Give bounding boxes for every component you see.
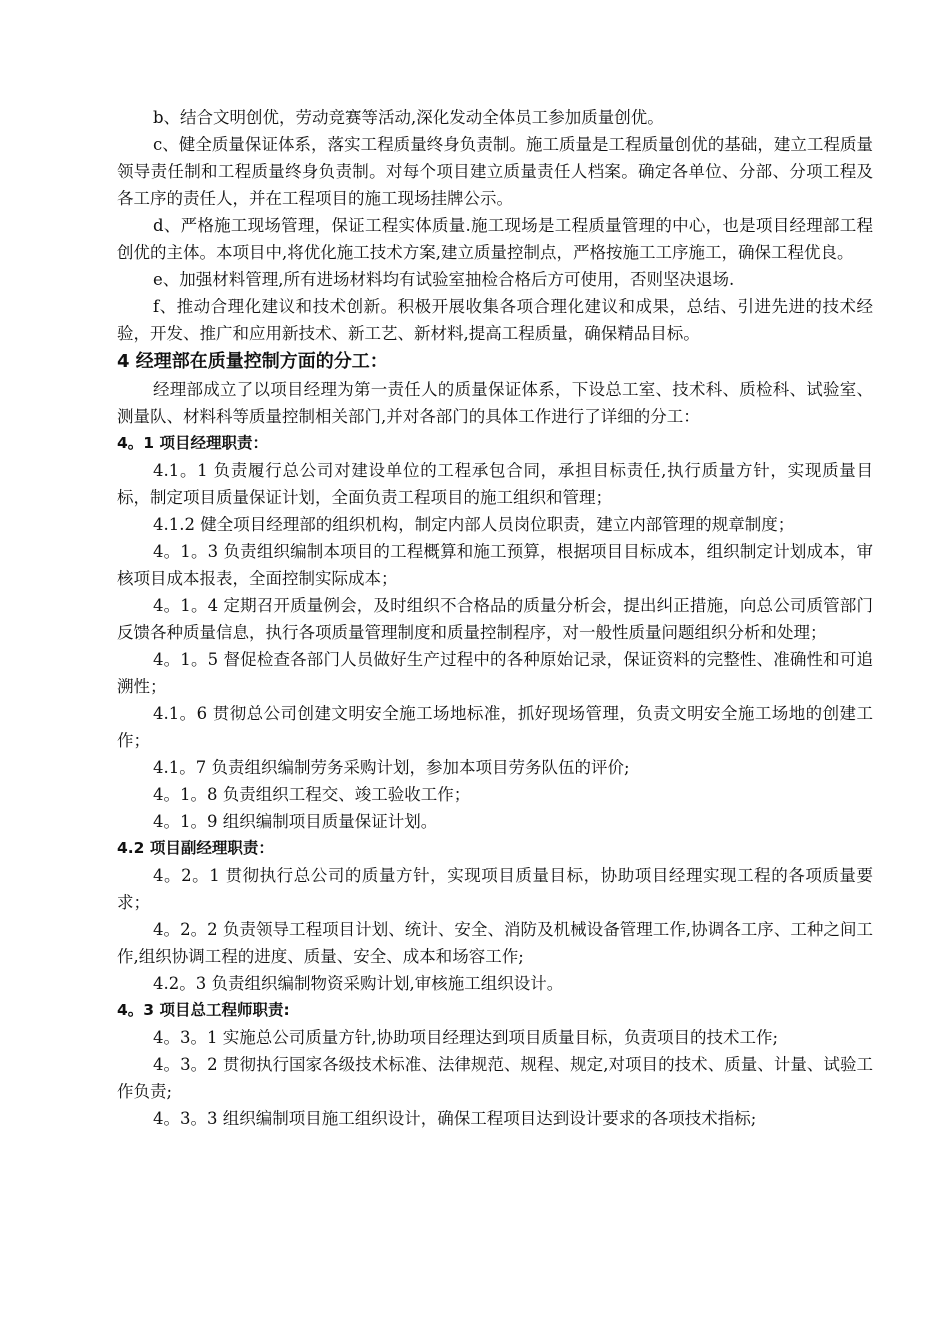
- item-4-2-2: 4。2。2 负责领导工程项目计划、统计、安全、消防及机械设备管理工作,协调各工序、工种之间工作,组织协调工程的进度、质量、安全、成本和场容工作;: [117, 920, 873, 966]
- item-4-1-4: 4。1。4 定期召开质量例会，及时组织不合格品的质量分析会，提出纠正措施，向总公司质管部门反馈各种质量信息，执行各项质量管理制度和质量控制程序，对一般性质量问题组织分析和处理；: [117, 596, 873, 642]
- item-4-3-2: 4。3。2 贯彻执行国家各级技术标准、法律规范、规程、规定,对项目的技术、质量、计量、试验工作负责;: [117, 1055, 873, 1101]
- item-4-1-5: 4。1。5 督促检查各部门人员做好生产过程中的各种原始记录，保证资料的完整性、准确性和可追溯性；: [117, 650, 873, 696]
- paragraph-c: c、健全质量保证体系，落实工程质量终身负责制。施工质量是工程质量创优的基础，建立工程质量领导责任制和工程质量终身负责制。对每个项目建立质量责任人档案。确定各单位、分部、分项工程及各工序的责任人，并在工程项目的施工现场挂牌公示。: [117, 135, 873, 208]
- item-4-1-1: 4.1。1 负责履行总公司对建设单位的工程承包合同，承担目标责任,执行质量方针，实现质量目标，制定项目质量保证计划，全面负责工程项目的施工组织和管理；: [117, 461, 873, 507]
- subsection-heading-4-2: 4.2 项目副经理职责：: [117, 839, 274, 857]
- item-4-2-3: 4.2。3 负责组织编制物资采购计划,审核施工组织设计。: [153, 974, 564, 993]
- section-4-intro: 经理部成立了以项目经理为第一责任人的质量保证体系，下设总工室、技术科、质检科、试验室、测量队、材料科等质量控制相关部门,并对各部门的具体工作进行了详细的分工：: [117, 380, 873, 426]
- item-4-3-3: 4。3。3 组织编制项目施工组织设计，确保工程项目达到设计要求的各项技术指标;: [153, 1109, 757, 1128]
- section-heading-4: 4 经理部在质量控制方面的分工：: [117, 351, 388, 372]
- item-4-1-2: 4.1.2 健全项目经理部的组织机构，制定内部人员岗位职责，建立内部管理的规章制度；: [153, 515, 795, 534]
- item-4-2-1: 4。2。1 贯彻执行总公司的质量方针，实现项目质量目标，协助项目经理实现工程的各项质量要求；: [117, 866, 873, 912]
- subsection-heading-4-3: 4。3 项目总工程师职责:: [117, 1001, 290, 1019]
- subsection-heading-4-1: 4。1 项目经理职责：: [117, 434, 268, 452]
- item-4-1-3: 4。1。3 负责组织编制本项目的工程概算和施工预算，根据项目目标成本，组织制定计划成本，审核项目成本报表，全面控制实际成本；: [117, 542, 873, 588]
- document-body: [117, 104, 873, 1132]
- paragraph-b: b、结合文明创优，劳动竞赛等活动,深化发动全体员工参加质量创优。: [153, 108, 664, 127]
- item-4-1-6: 4.1。6 贯彻总公司创建文明安全施工场地标准，抓好现场管理，负责文明安全施工场地的创建工作；: [117, 704, 873, 750]
- item-4-1-7: 4.1。7 负责组织编制劳务采购计划，参加本项目劳务队伍的评价;: [153, 758, 630, 777]
- item-4-3-1: 4。3。1 实施总公司质量方针,协助项目经理达到项目质量目标，负责项目的技术工作;: [153, 1028, 779, 1047]
- paragraph-f: f、推动合理化建议和技术创新。积极开展收集各项合理化建议和成果，总结、引进先进的技术经验，开发、推广和应用新技术、新工艺、新材料,提高工程质量，确保精品目标。: [117, 297, 873, 343]
- item-4-1-8: 4。1。8 负责组织工程交、竣工验收工作；: [153, 785, 471, 804]
- paragraph-d: d、严格施工现场管理，保证工程实体质量.施工现场是工程质量管理的中心，也是项目经理部工程创优的主体。本项目中,将优化施工技术方案,建立质量控制点，严格按施工工序施工，确保工程优良。: [117, 216, 873, 262]
- item-4-1-9: 4。1。9 组织编制项目质量保证计划。: [153, 812, 438, 831]
- paragraph-e: e、加强材料管理,所有进场材料均有试验室抽检合格后方可使用，否则坚决退场.: [153, 270, 735, 289]
